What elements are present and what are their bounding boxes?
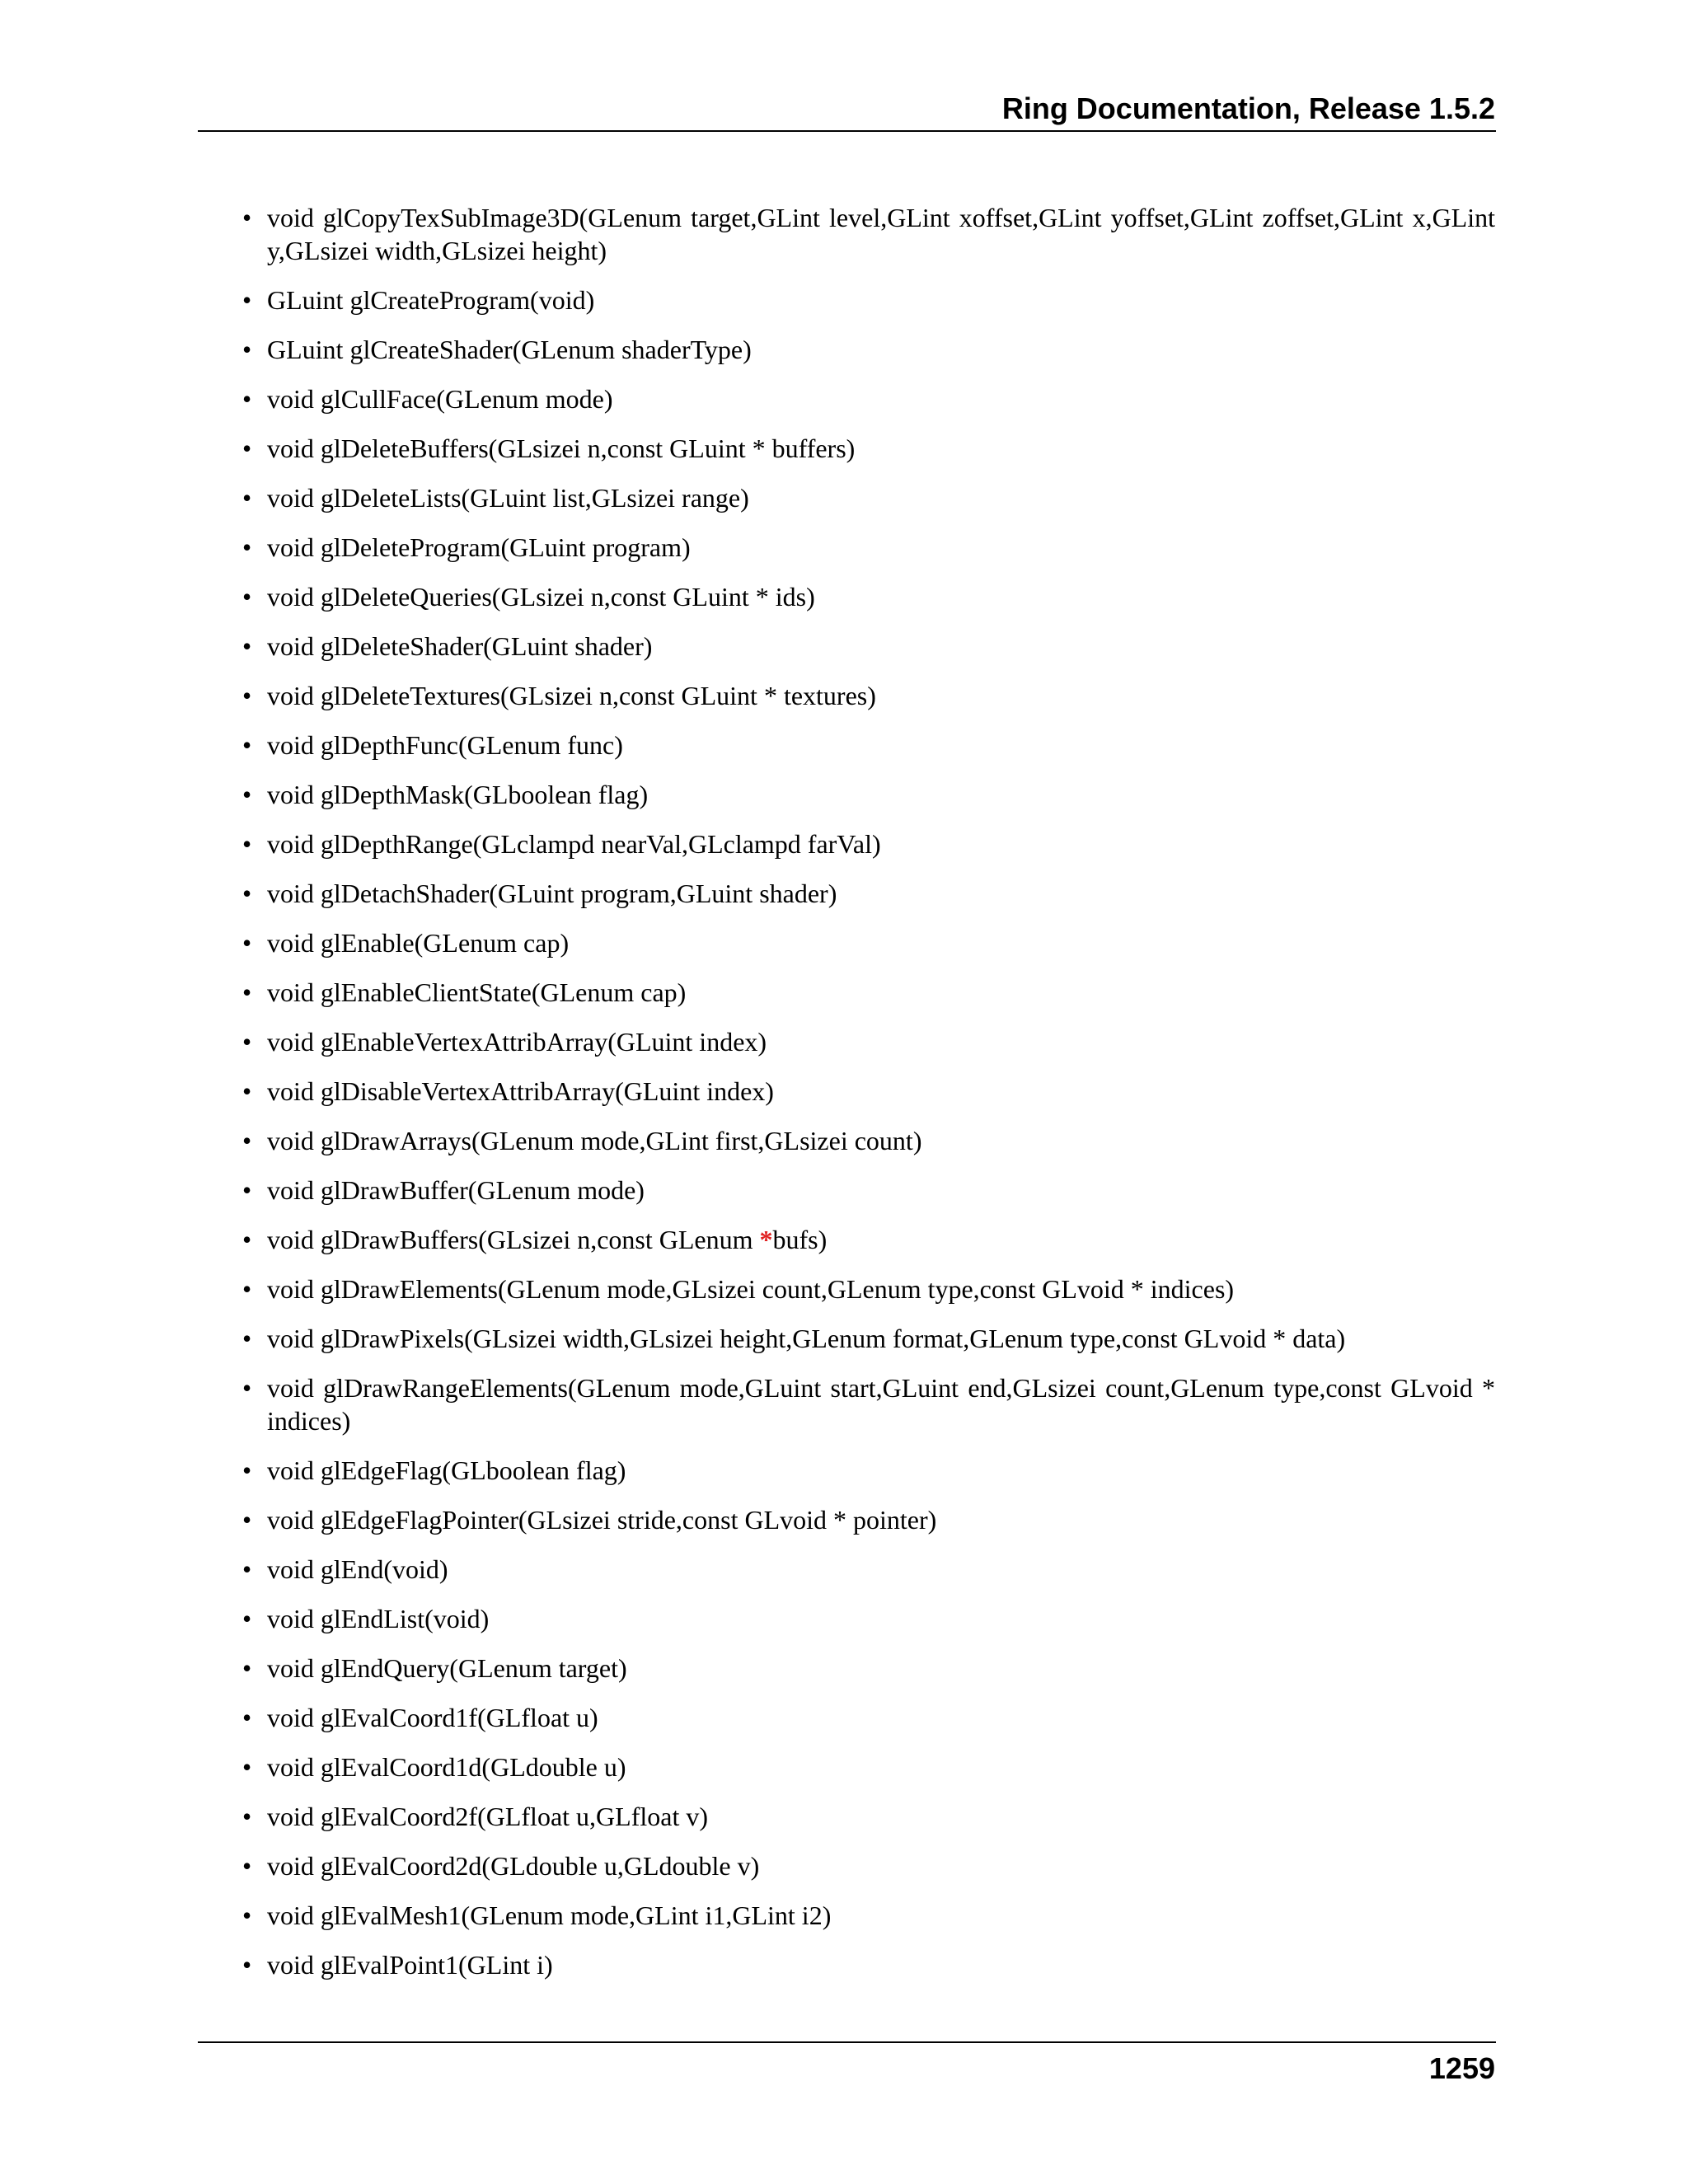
list-item-text: void glCullFace(GLenum mode)	[267, 384, 613, 414]
bullet-icon: •	[242, 1802, 252, 1831]
list-item	[242, 630, 1495, 663]
footer-rule	[198, 2041, 1496, 2043]
list-item	[242, 1503, 1495, 1536]
bullet-icon: •	[242, 928, 252, 958]
list-item	[242, 1652, 1495, 1685]
bullet-icon: •	[242, 1455, 252, 1485]
list-item	[242, 1322, 1495, 1355]
bullet-icon: •	[242, 977, 252, 1007]
list-item	[242, 729, 1495, 762]
list-item-text: void glDeleteLists(GLuint list,GLsizei range)	[267, 483, 749, 513]
list-item-text: void glEnable(GLenum cap)	[267, 928, 570, 958]
bullet-icon: •	[242, 1604, 252, 1633]
list-item-text: void glEdgeFlagPointer(GLsizei stride,const GLvoid * pointer)	[267, 1505, 937, 1535]
bullet-icon: •	[242, 879, 252, 908]
list-item	[242, 926, 1495, 959]
list-item	[242, 1800, 1495, 1833]
list-item	[242, 1602, 1495, 1635]
bullet-icon: •	[242, 829, 252, 859]
list-item-text: void glEvalCoord1f(GLfloat u)	[267, 1703, 598, 1732]
list-item-text: void glDrawBuffer(GLenum mode)	[267, 1175, 645, 1205]
list-item	[242, 1371, 1495, 1437]
bullet-icon: •	[242, 1653, 252, 1683]
list-item	[242, 1849, 1495, 1882]
bullet-icon: •	[242, 1703, 252, 1732]
list-item	[242, 1454, 1495, 1487]
list-item-text: void glDepthFunc(GLenum func)	[267, 730, 623, 760]
list-item	[242, 1899, 1495, 1932]
list-item	[242, 1223, 1495, 1256]
list-item	[242, 1075, 1495, 1108]
list-item	[242, 432, 1495, 465]
list-item-text: void glDeleteTextures(GLsizei n,const GLuint * textures)	[267, 681, 876, 710]
list-item-text: void glDrawPixels(GLsizei width,GLsizei height,GLenum format,GLenum type,const GLvoid * data)	[267, 1324, 1346, 1353]
list-item-text: void glEnableVertexAttribArray(GLuint index)	[267, 1027, 767, 1057]
list-item	[242, 877, 1495, 910]
list-item	[242, 284, 1495, 316]
list-item-text: void glEnd(void)	[267, 1554, 448, 1584]
list-item-text: void glDeleteQueries(GLsizei n,const GLuint * ids)	[267, 582, 815, 612]
bullet-icon: •	[242, 1324, 252, 1353]
bullet-icon: •	[242, 1027, 252, 1057]
list-item-text: void glDeleteBuffers(GLsizei n,const GLuint * buffers)	[267, 434, 856, 463]
list-item	[242, 778, 1495, 811]
bullet-icon: •	[242, 483, 252, 513]
bullet-icon: •	[242, 1950, 252, 1980]
list-item-text: void glEdgeFlag(GLboolean flag)	[267, 1455, 626, 1485]
list-item	[242, 1272, 1495, 1305]
list-item	[242, 827, 1495, 860]
bullet-icon: •	[242, 1900, 252, 1930]
list-item	[242, 1174, 1495, 1207]
list-item	[242, 1025, 1495, 1058]
list-item-text: void glDeleteProgram(GLuint program)	[267, 532, 691, 562]
list-item	[242, 976, 1495, 1009]
list-item	[242, 333, 1495, 366]
list-item-text-suffix: bufs)	[772, 1225, 828, 1254]
bullet-icon: •	[242, 1752, 252, 1782]
list-item-text: void glCopyTexSubImage3D(GLenum target,GLint level,GLint xoffset,GLint yoffset,GLint zoffset,GLint x,GLint y,GLsizei width,GLsizei height)	[267, 203, 1495, 265]
list-item-text: void glEnableClientState(GLenum cap)	[267, 977, 687, 1007]
list-item-text: void glDrawRangeElements(GLenum mode,GLuint start,GLuint end,GLsizei count,GLenum type,const GLvoid * indices)	[267, 1373, 1495, 1436]
list-item-text: void glEvalCoord1d(GLdouble u)	[267, 1752, 626, 1782]
bullet-icon: •	[242, 1175, 252, 1205]
list-item	[242, 531, 1495, 564]
bullet-icon: •	[242, 285, 252, 315]
list-item	[242, 481, 1495, 514]
bullet-icon: •	[242, 532, 252, 562]
bullet-icon: •	[242, 1126, 252, 1155]
list-item-text: void glEvalMesh1(GLenum mode,GLint i1,GLint i2)	[267, 1900, 832, 1930]
list-item	[242, 201, 1495, 267]
bullet-icon: •	[242, 203, 252, 232]
list-item-text: void glDetachShader(GLuint program,GLuint shader)	[267, 879, 837, 908]
bullet-icon: •	[242, 384, 252, 414]
bullet-icon: •	[242, 780, 252, 809]
page-number: 1259	[1428, 2051, 1495, 2085]
list-item-text: void glDrawBuffers(GLsizei n,const GLenum	[267, 1225, 760, 1254]
page-header-title: Ring Documentation, Release 1.5.2	[1001, 91, 1495, 125]
asterisk-highlight: *	[759, 1225, 773, 1254]
bullet-icon: •	[242, 1225, 252, 1254]
bullet-icon: •	[242, 631, 252, 661]
list-item	[242, 1948, 1495, 1981]
list-item	[242, 1750, 1495, 1783]
list-item-text: void glDrawElements(GLenum mode,GLsizei count,GLenum type,const GLvoid * indices)	[267, 1274, 1235, 1304]
bullet-icon: •	[242, 1274, 252, 1304]
bullet-icon: •	[242, 1851, 252, 1881]
list-item-text: GLuint glCreateProgram(void)	[267, 285, 595, 315]
list-item-text: void glEvalPoint1(GLint i)	[267, 1950, 553, 1980]
bullet-icon: •	[242, 1076, 252, 1106]
header-rule	[198, 130, 1496, 132]
list-item-text: GLuint glCreateShader(GLenum shaderType)	[267, 335, 752, 364]
bullet-icon: •	[242, 681, 252, 710]
list-item	[242, 382, 1495, 415]
list-item	[242, 1701, 1495, 1734]
bullet-icon: •	[242, 1505, 252, 1535]
bullet-icon: •	[242, 1554, 252, 1584]
list-item-text: void glDepthRange(GLclampd nearVal,GLclampd farVal)	[267, 829, 881, 859]
bullet-icon: •	[242, 582, 252, 612]
list-item-text: void glDepthMask(GLboolean flag)	[267, 780, 649, 809]
bullet-icon: •	[242, 730, 252, 760]
list-item-text: void glEvalCoord2d(GLdouble u,GLdouble v)	[267, 1851, 760, 1881]
list-item-text: void glEvalCoord2f(GLfloat u,GLfloat v)	[267, 1802, 708, 1831]
list-item-text: void glEndList(void)	[267, 1604, 490, 1633]
bullet-icon: •	[242, 1373, 252, 1403]
list-item-text: void glEndQuery(GLenum target)	[267, 1653, 627, 1683]
bullet-icon: •	[242, 434, 252, 463]
list-item	[242, 1124, 1495, 1157]
list-item	[242, 1553, 1495, 1586]
list-item-text: void glDisableVertexAttribArray(GLuint index)	[267, 1076, 774, 1106]
list-item	[242, 580, 1495, 613]
bullet-icon: •	[242, 335, 252, 364]
list-item	[242, 679, 1495, 712]
list-item-text: void glDrawArrays(GLenum mode,GLint first,GLsizei count)	[267, 1126, 922, 1155]
list-item-text: void glDeleteShader(GLuint shader)	[267, 631, 653, 661]
